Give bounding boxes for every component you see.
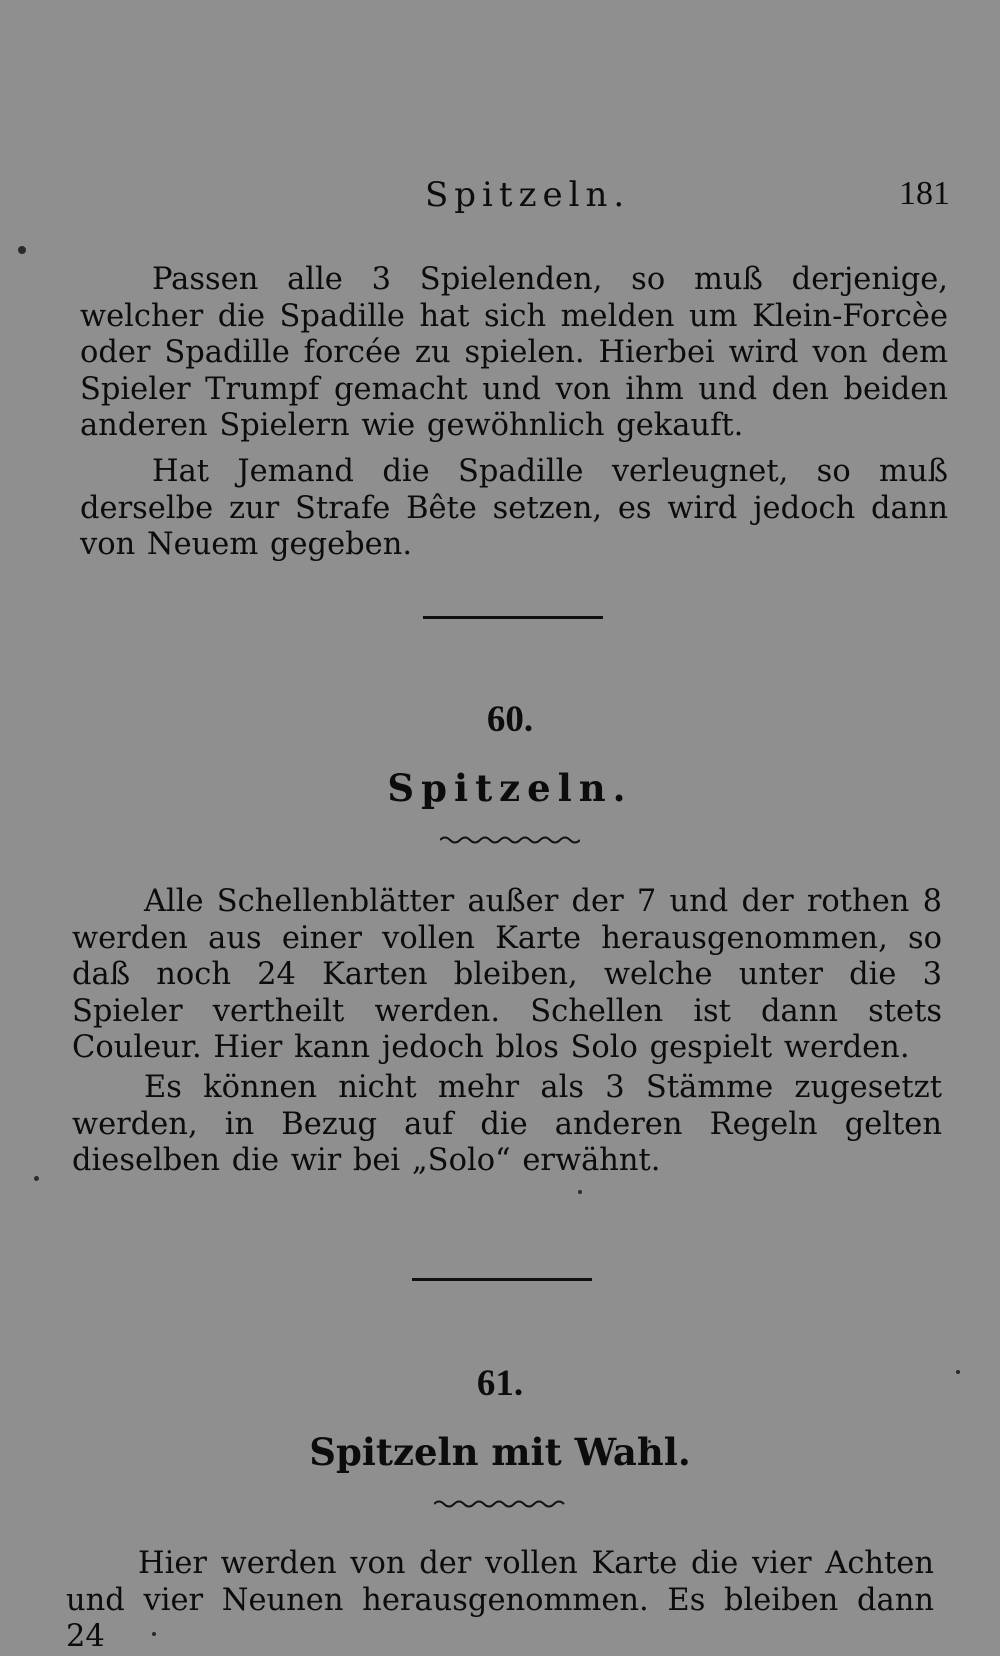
- page-number: 181: [899, 175, 950, 212]
- scan-speck: [578, 1190, 582, 1194]
- paragraph: Passen alle 3 Spielenden, so muß derjenige, welcher die Spadille hat sich melden um Klein-Forcèe oder Spadille forcée zu spielen. Hierbei wird von dem Spieler Trumpf gemacht und von ihm und den beiden anderen Spielern wie gewöhnlich gekauft.: [80, 262, 948, 443]
- section-number: 60.: [486, 699, 534, 740]
- section-divider: [423, 616, 603, 619]
- title-ornament: [434, 1498, 570, 1510]
- page-header: [70, 175, 950, 225]
- section-title: Spitzeln mit Wahl.: [309, 1430, 691, 1474]
- title-ornament: [440, 834, 580, 846]
- running-head: Spitzeln.: [425, 175, 631, 215]
- section-title: Spitzeln.: [387, 766, 633, 810]
- scan-speck: [956, 1370, 960, 1374]
- paragraph: Hat Jemand die Spadille verleugnet, so muß derselbe zur Strafe Bête setzen, es wird jedoch dann von Neuem gegeben.: [80, 454, 948, 562]
- section-divider: [412, 1278, 592, 1281]
- paragraph: Alle Schellenblätter außer der 7 und der rothen 8 werden aus einer vollen Karte herausgenommen, so daß noch 24 Karten bleiben, welche unter die 3 Spieler vertheilt werden. Schellen ist dann stets Couleur. Hier kann jedoch blos Solo gespielt werden.: [72, 884, 942, 1065]
- paragraph: Hier werden von der vollen Karte die vier Achten und vier Neunen herausgenommen. Es bleiben dann 24: [66, 1546, 934, 1654]
- scan-speck: [18, 246, 26, 254]
- section-number: 61.: [476, 1363, 524, 1404]
- scan-speck: [34, 1176, 39, 1181]
- paragraph: Es können nicht mehr als 3 Stämme zugesetzt werden, in Bezug auf die anderen Regeln gelten dieselben die wir bei „Solo“ erwähnt.: [72, 1070, 942, 1178]
